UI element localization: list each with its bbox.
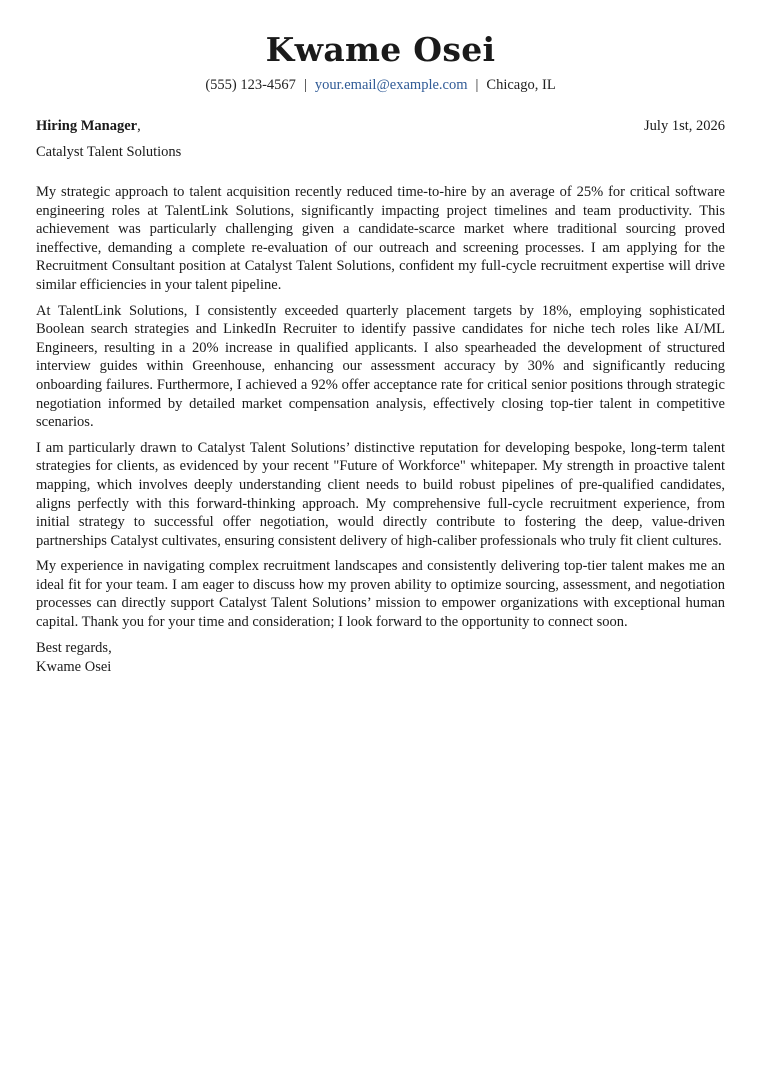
letter-body [36,183,725,632]
separator: | [475,77,479,93]
separator: | [303,77,307,93]
recipient-name: Hiring Manager [36,118,138,134]
phone-number: (555) 123-4567 [205,77,296,93]
location: Chicago, IL [486,77,556,93]
applicant-name: Kwame Osei [265,30,496,69]
signature: Kwame Osei [36,658,112,675]
contact-line [36,76,725,94]
recipient-suffix: , [137,118,141,134]
recipient [36,117,141,135]
cover-letter-page [36,0,725,677]
letter-header [36,0,725,94]
closing-block [36,639,725,677]
paragraph: My experience in navigating complex recruitment landscapes and consistently delivering top-tier talent makes me an ideal fit for your team. I am eager to discuss how my proven ability to optimize sourcing, assessment, and negotiation processes can directly support Catalyst Talent Solutions’ mission to empower organizations with exceptional human capital. Thank you for your time and consideration; I look forward to the opportunity to connect soon. [36,558,725,631]
paragraph: My strategic approach to talent acquisition recently reduced time-to-hire by an average of 25% for critical software engineering roles at TalentLink Solutions, significantly impacting project timelines and team productivity. This achievement was particularly challenging given a candidate-scarce market where traditional sourcing proved ineffective, demanding a complete re-evaluation of our outreach and screening processes. I am applying for the Recruitment Consultant position at Catalyst Talent Solutions, confident my full-cycle recruitment expertise will drive similar efficiencies in your talent pipeline. [36,184,725,293]
closing-phrase: Best regards, [36,639,112,656]
letter-date: July 1st, 2026 [644,118,725,134]
paragraph: I am particularly drawn to Catalyst Talent Solutions’ distinctive reputation for developing bespoke, long-term talent strategies for clients, as evidenced by your recent "Future of Workforce" whitepaper. My strength in proactive talent mapping, which involves deeply understanding client needs to build robust pipelines of pre-qualified candidates, aligns perfectly with this forward-thinking approach. My comprehensive full-cycle recruitment experience, from initial strategy to successful offer negotiation, would directly contribute to fostering the deep, value-driven partnerships Catalyst cultivates, ensuring consistent delivery of high-caliber professionals who truly fit client cultures. [36,439,725,549]
company-name: Catalyst Talent Solutions [36,144,182,160]
paragraph: At TalentLink Solutions, I consistently exceeded quarterly placement targets by 18%, employing sophisticated Boolean search strategies and LinkedIn Recruiter to identify passive candidates for niche tech roles like AI/ML Engineers, resulting in a 20% increase in qualified applicants. I also spearheaded the development of structured interview guides within Greenhouse, enhancing our assessment accuracy by 30% and significantly reducing onboarding failures. Furthermore, I achieved a 92% offer acceptance rate for critical senior positions through strategic negotiation informed by detailed market compensation analysis, effectively closing top-tier talent in competitive scenarios. [36,302,725,431]
email-link[interactable]: your.email@example.com [314,77,468,93]
recipient-date-row [36,117,725,135]
